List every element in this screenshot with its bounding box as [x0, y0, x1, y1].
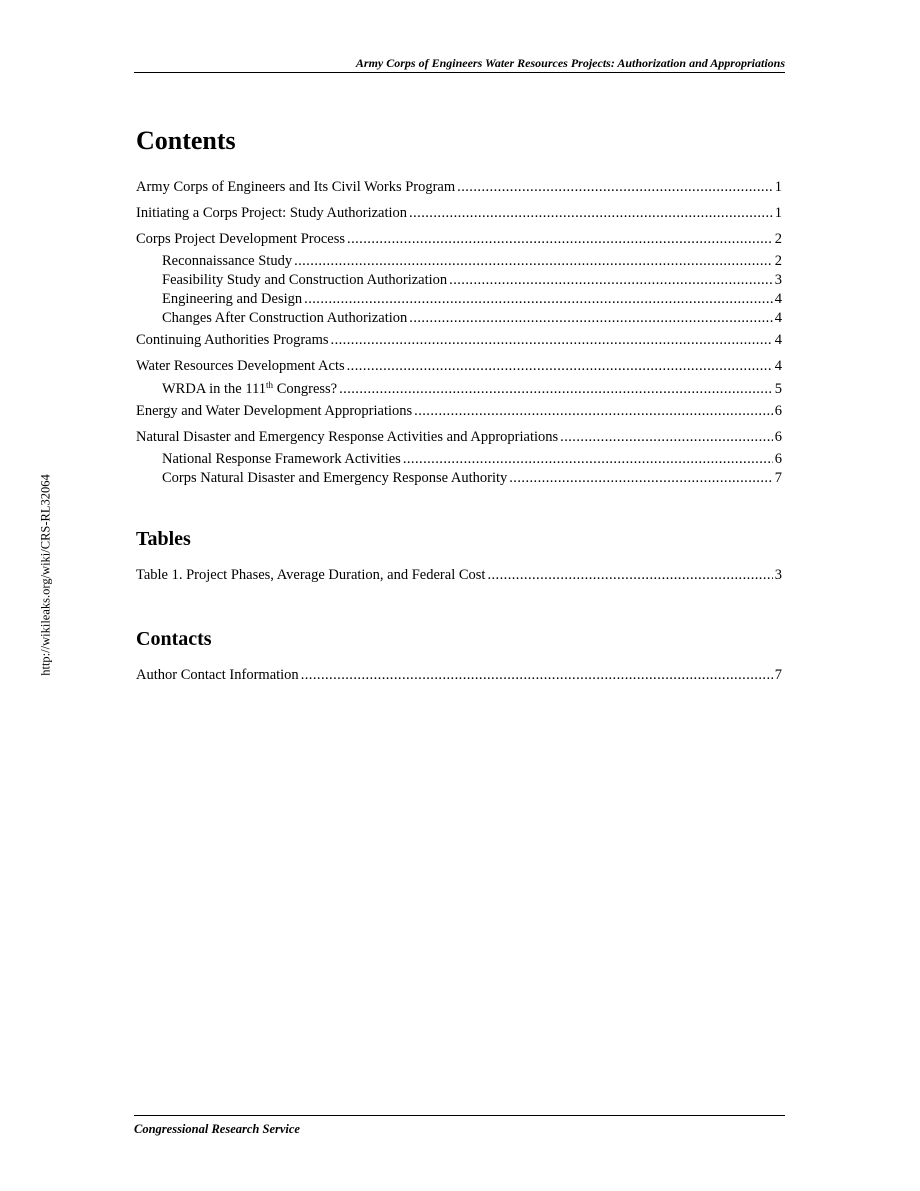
- dot-leader: [509, 469, 773, 487]
- toc-entry[interactable]: [136, 204, 782, 222]
- toc-entry-title: Natural Disaster and Emergency Response Activities and Appropriations: [136, 429, 559, 445]
- toc-entry-title: Author Contact Information: [136, 667, 299, 683]
- dot-leader: [347, 357, 773, 375]
- toc-entry-title: Continuing Authorities Programs: [136, 332, 329, 348]
- toc-entry-page: 6: [774, 451, 782, 467]
- footer-label: Congressional Research Service: [134, 1115, 785, 1137]
- toc-entry[interactable]: [136, 331, 782, 349]
- dot-leader: [409, 204, 773, 222]
- toc-entry-page: 2: [774, 253, 782, 269]
- toc-entry-page: 3: [774, 272, 782, 288]
- ordinal-suffix: th: [266, 380, 274, 390]
- toc-subentry[interactable]: [162, 469, 782, 487]
- dot-leader: [403, 450, 773, 468]
- toc-subentry[interactable]: [162, 271, 782, 289]
- dot-leader: [301, 666, 773, 684]
- tables-heading: Tables: [136, 528, 191, 550]
- toc-entry-page: 3: [774, 567, 782, 583]
- dot-leader: [449, 271, 773, 289]
- toc-entry[interactable]: [136, 402, 782, 420]
- toc-entry-title: Energy and Water Development Appropriations: [136, 403, 413, 419]
- toc-subentry[interactable]: [162, 309, 782, 327]
- toc-entry-page: 1: [774, 205, 782, 221]
- toc-entry-page: 5: [774, 381, 782, 397]
- toc-entry-title: Table 1. Project Phases, Average Duration, and Federal Cost: [136, 567, 486, 583]
- toc-entry-page: 4: [774, 310, 782, 326]
- toc-entry[interactable]: [136, 230, 782, 248]
- toc-entry-title: Corps Natural Disaster and Emergency Response Authority: [162, 470, 508, 486]
- toc-subentry[interactable]: [162, 450, 782, 468]
- dot-leader: [560, 428, 773, 446]
- dot-leader: [294, 252, 773, 270]
- toc-entry-page: 4: [774, 332, 782, 348]
- toc-entry-title: Changes After Construction Authorization: [162, 310, 408, 326]
- toc-subentry[interactable]: [162, 290, 782, 308]
- running-header: Army Corps of Engineers Water Resources Projects: Authorization and Appropriations: [134, 56, 785, 73]
- dot-leader: [457, 178, 773, 196]
- toc-entry-page: 4: [774, 291, 782, 307]
- side-url-watermark: http://wikileaks.org/wiki/CRS-RL32064: [38, 474, 53, 676]
- toc-entry[interactable]: [136, 566, 782, 584]
- toc-subentry[interactable]: [162, 252, 782, 270]
- toc-entry-title: Corps Project Development Process: [136, 231, 346, 247]
- contacts-heading: Contacts: [136, 628, 212, 650]
- dot-leader: [339, 380, 773, 398]
- toc-entry-title: Reconnaissance Study: [162, 253, 293, 269]
- dot-leader: [487, 566, 772, 584]
- dot-leader: [409, 309, 772, 327]
- toc-entry[interactable]: [136, 357, 782, 375]
- contents-heading: Contents: [136, 126, 236, 155]
- toc-subentry[interactable]: [162, 380, 782, 398]
- toc-entry-title: Feasibility Study and Construction Authorization: [162, 272, 448, 288]
- toc-entry-page: 7: [774, 667, 782, 683]
- toc-entry[interactable]: [136, 428, 782, 446]
- toc-entry-page: 4: [774, 358, 782, 374]
- toc-entry-title: Army Corps of Engineers and Its Civil Works Program: [136, 179, 456, 195]
- dot-leader: [331, 331, 773, 349]
- toc-entry-title: Water Resources Development Acts: [136, 358, 345, 374]
- toc-entry[interactable]: [136, 178, 782, 196]
- toc-entry-title: Engineering and Design: [162, 291, 303, 307]
- dot-leader: [304, 290, 773, 308]
- toc-entry-page: 1: [774, 179, 782, 195]
- toc-entry-title: [162, 380, 337, 398]
- dot-leader: [414, 402, 773, 420]
- toc-entry-page: 2: [774, 231, 782, 247]
- toc-title-part: WRDA in the 111: [162, 381, 267, 397]
- toc-entry-page: 6: [774, 429, 782, 445]
- toc-entry-page: 7: [774, 470, 782, 486]
- toc-entry[interactable]: [136, 666, 782, 684]
- dot-leader: [347, 230, 773, 248]
- toc-title-part: Congress?: [273, 381, 338, 397]
- toc-entry-page: 6: [774, 403, 782, 419]
- toc-entry-title: National Response Framework Activities: [162, 451, 401, 467]
- toc-entry-title: Initiating a Corps Project: Study Authorization: [136, 205, 408, 221]
